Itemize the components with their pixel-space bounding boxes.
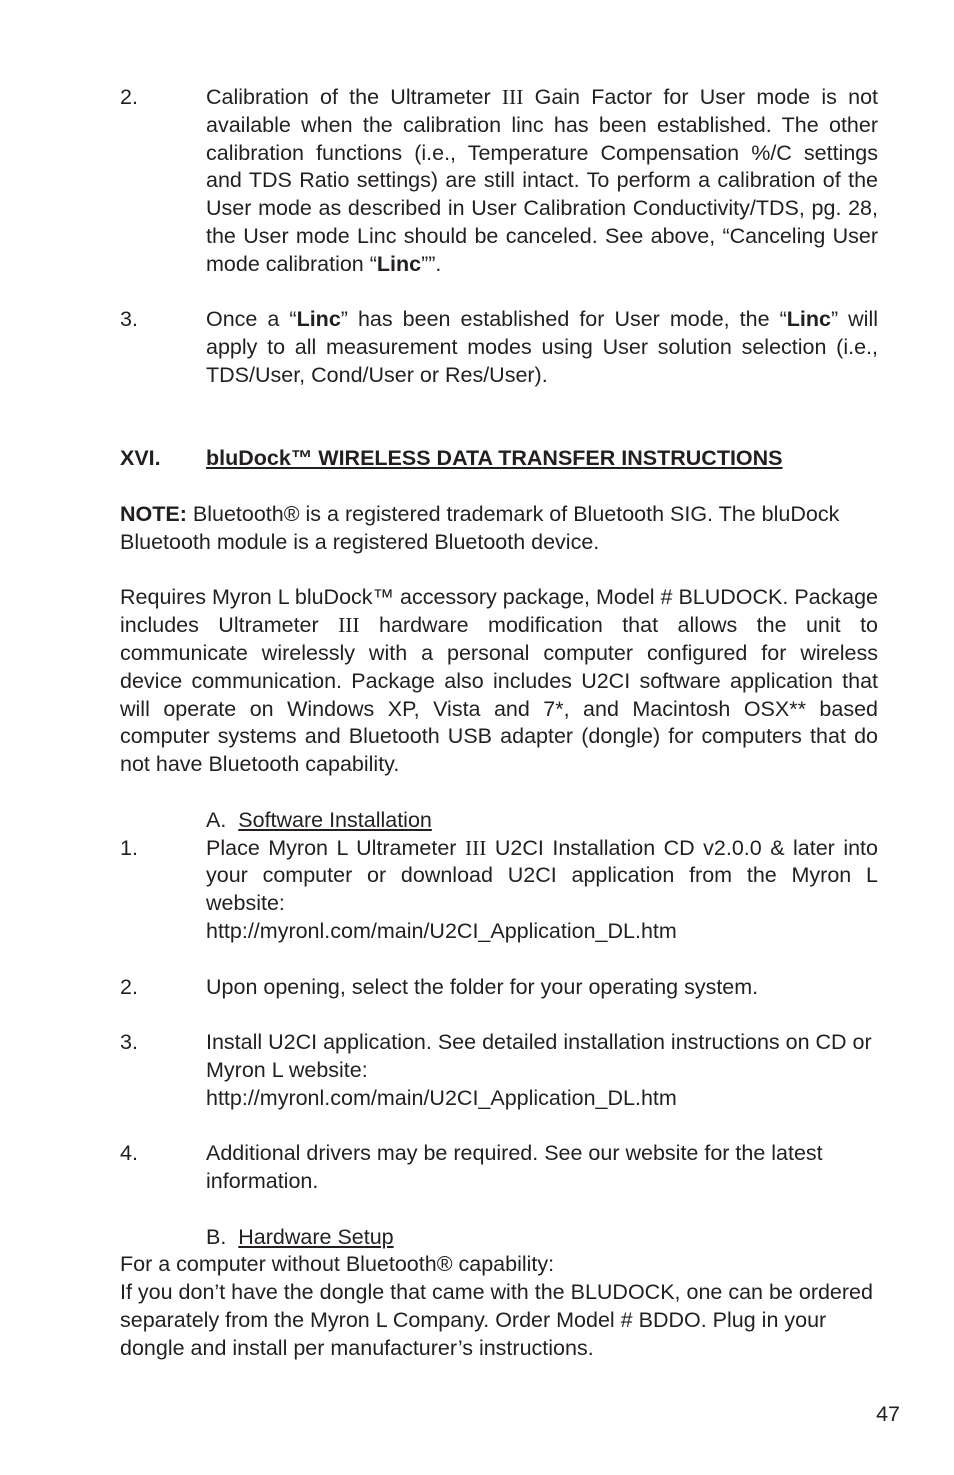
section-title: bluDock™ WIRELESS DATA TRANSFER INSTRUCTIONS <box>206 446 783 471</box>
list-item: 3. Install U2CI application. See detailed installation instructions on CD or Myron L website: http://myronl.com/main/U2CI_Application_DL.htm <box>120 1030 872 1110</box>
list-item: 1. Place Myron L Ultrameter III U2CI Installation CD v2.0.0 & later into your computer or download U2CI application from the Myron L website: http://myronl.com/main/U2CI_Application_DL.htm <box>120 835 878 943</box>
subsection-heading-a: A. Software Installation <box>206 807 432 832</box>
item-text: Once a “Linc” has been established for User mode, the “Linc” will apply to all measurement modes using User solution selection (i.e., TDS/User, Cond/User or Res/User). <box>206 307 879 387</box>
item-number: 2. <box>120 85 138 109</box>
download-url: http://myronl.com/main/U2CI_Application_DL.htm <box>206 918 677 943</box>
intro-paragraph: Requires Myron L bluDock™ accessory package, Model # BLUDOCK. Package includes Ultrameter III hardware modification that allows the unit to communicate wirelessly with a personal computer configured for wireless device communication. Package also includes U2CI software application that will operate on Windows XP, Vista and 7*, and Macintosh OSX** based computer systems and Bluetooth USB adapter (dongle) for computers that do not have Bluetooth capability. <box>120 585 879 777</box>
item-number: 3. <box>120 307 138 332</box>
item-text: Calibration of the Ultrameter III Gain Factor for User mode is not available when the calibration linc has been established. The other calibration functions (i.e., Temperature Compensation %/C settings and TDS Ratio settings) are still intact. To perform a calibration of the User mode as described in User Calibration Conductivity/TDS, pg. 28, the User mode Linc should be canceled. See above, “Canceling User mode calibration “Linc””. <box>206 85 878 276</box>
subsection-heading-b: B. Hardware Setup <box>206 1224 394 1249</box>
note-paragraph: NOTE: Bluetooth® is a registered trademark of Bluetooth SIG. The bluDock Bluetooth module is a registered Bluetooth device. <box>120 501 840 554</box>
hardware-paragraph: If you don’t have the dongle that came with the BLUDOCK, one can be ordered separately from the Myron L Company. Order Model # BDDO. Plug in your dongle and install per manufacturer’s instructions. <box>120 1280 873 1360</box>
list-item: 2. Upon opening, select the folder for your operating system. <box>120 974 759 999</box>
list-item <box>120 306 878 389</box>
list-item <box>120 84 878 279</box>
section-heading <box>120 445 878 473</box>
page-content <box>120 84 878 1363</box>
page-number: 47 <box>876 1402 900 1426</box>
note-label: NOTE: <box>120 501 187 526</box>
list-item: 4. Additional drivers may be required. See our website for the latest information. <box>120 1141 823 1194</box>
hardware-line: For a computer without Bluetooth® capability: <box>120 1252 555 1277</box>
download-url: http://myronl.com/main/U2CI_Application_DL.htm <box>206 1085 677 1110</box>
section-number: XVI. <box>120 446 161 471</box>
